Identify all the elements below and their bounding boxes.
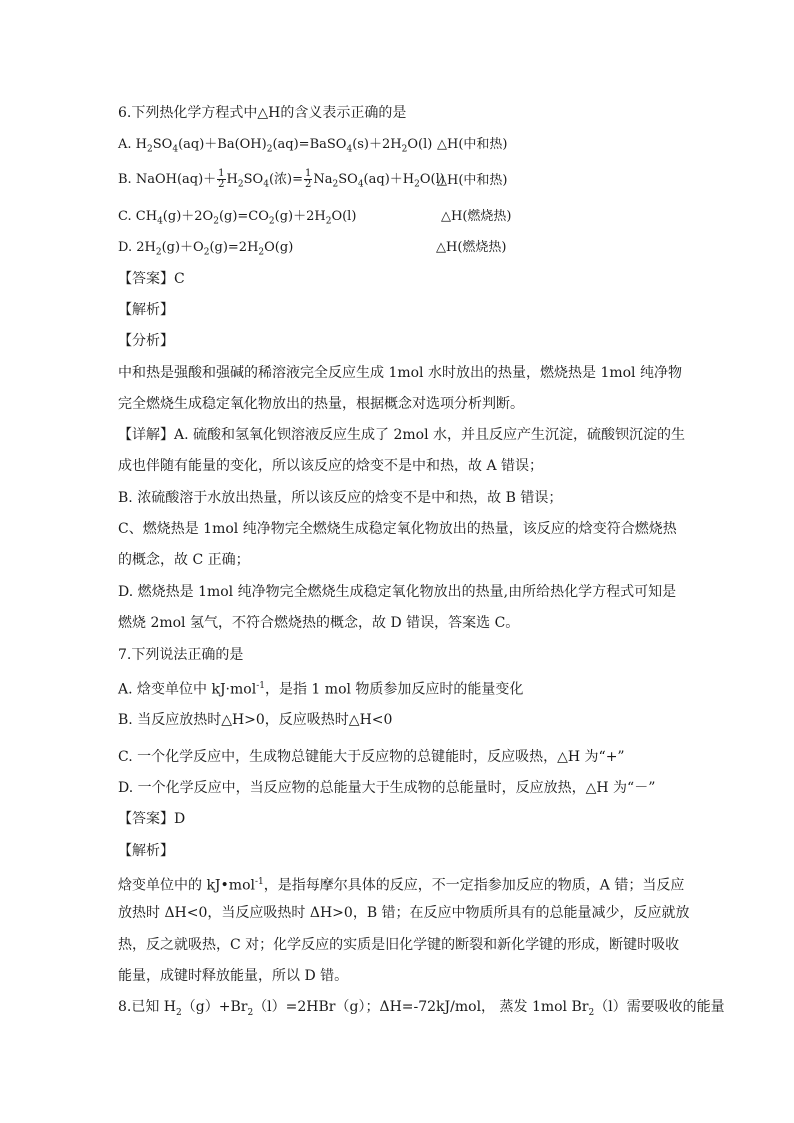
q7-explanation-line-3: 热，反之就吸热，C 对；化学反应的实质是旧化学键的断裂和新化学键的形成，断键时吸收: [118, 937, 680, 953]
q6-detail-a-line-2: 成也伴随有能量的变化，所以该反应的焓变不是中和热，故 A 错误；: [118, 458, 544, 474]
q6-jiexi-heading: 【解析】: [118, 302, 174, 318]
q6-option-c-dh: △H(燃烧热): [441, 209, 512, 224]
q6-analysis-line-1: 中和热是强酸和强碱的稀溶液完全反应生成 1mol 水时放出的热量，燃烧热是 1mol 纯净物: [118, 365, 682, 381]
q6-detail-a-line-1: 【详解】A. 硫酸和氢氧化钡溶液反应生成了 2mol 水，并且反应产生沉淀，硫酸钡沉淀的生: [118, 427, 685, 443]
q6-option-b: [118, 169, 445, 195]
equation: $H_2SO_4(aq)+Ba(OH)_2(aq)=BaSO_4(s)+2H_2O(l)$: [135, 137, 433, 155]
q6-detail-d-line-2: 燃烧 2mol 氢气，不符合燃烧热的概念，故 D 错误，答案选 C。: [118, 615, 520, 631]
q6-stem: 6.下列热化学方程式中△H的含义表示正确的是: [118, 105, 407, 121]
q6-option-d: [118, 238, 293, 263]
equation: NaOH(aq)＋ $\frac{1}{2}$ $H_2SO_4$(浓)= $\frac{1}{2}$ $Na_2SO_4(aq)+H_2O(l)$: [135, 168, 445, 190]
q6-detail-b: B. 浓硫酸溶于水放出热量，所以该反应的焓变不是中和热，故 B 错误；: [118, 490, 563, 506]
q6-option-c: [118, 207, 356, 232]
q6-option-a-dh: △H(中和热): [437, 137, 508, 152]
option-label: C.: [118, 209, 132, 224]
q7-option-c: C. 一个化学反应中，生成物总键能大于反应物的总键能时，反应吸热，△H 为“+”: [118, 749, 625, 765]
q6-option-d-dh: △H(燃烧热): [436, 240, 507, 255]
q7-answer: 【答案】D: [118, 811, 186, 827]
q6-analysis-line-2: 完全燃烧生成稳定氧化物放出的热量，根据概念对选项分析判断。: [118, 396, 524, 412]
q7-explanation-line-1: 焓变单位中的 kJ•mol$^{-1}$，是指每摩尔具体的反应，不一定指参加反应的物质，A 错；当反应: [118, 877, 685, 894]
q6-detail-c-line-1: C、燃烧热是 1mol 纯净物完全燃烧生成稳定氧化物放出的热量，该反应的焓变符合燃烧热: [118, 521, 677, 537]
q6-detail-c-line-2: 的概念，故 C 正确；: [118, 552, 250, 568]
q6-answer: 【答案】C: [118, 271, 185, 287]
equation: $CH_4(g)+2O_2(g)=CO_2(g)+2H_2O(l)$: [135, 209, 357, 227]
q7-option-a: A. 焓变单位中 kJ·mol$^{-1}$，是指 1 mol 物质参加反应时的能量变化: [118, 681, 524, 698]
q6-detail-d-line-1: D. 燃烧热是 1mol 纯净物完全燃烧生成稳定氧化物放出的热量,由所给热化学方程式可知是: [118, 584, 677, 600]
q7-option-b: B. 当反应放热时△H>0，反应吸热时△H<0: [118, 712, 393, 728]
q8-stem: 8.已知 $H_2(g)+Br_2(l)=2HBr(g)$；ΔH=-72kJ/mol， 蒸发 1mol $Br_2(l)$需要吸收的能量: [118, 999, 725, 1018]
q7-explanation-line-4: 能量，成键时释放能量，所以 D 错。: [118, 968, 349, 984]
q7-explanation-line-2: 放热时 ΔH<0，当反应吸热时 ΔH>0，B 错；在反应中物质所具有的总能量减少，反应就放: [118, 905, 690, 921]
q6-option-b-dh: △H(中和热): [437, 173, 508, 188]
option-label: D.: [118, 240, 133, 255]
equation: $2H_2(g)+O_2(g)=2H_2O(g)$: [136, 240, 294, 258]
q6-fenxi-heading: 【分析】: [118, 333, 174, 349]
option-label: A.: [118, 137, 132, 152]
option-label: B.: [118, 172, 132, 187]
q7-jiexi-heading: 【解析】: [118, 843, 174, 859]
q7-option-d: D. 一个化学反应中，当反应物的总能量大于生成物的总能量时，反应放热，△H 为“－”: [118, 780, 656, 796]
q7-stem: 7.下列说法正确的是: [118, 647, 244, 663]
q6-option-a: [118, 135, 432, 160]
